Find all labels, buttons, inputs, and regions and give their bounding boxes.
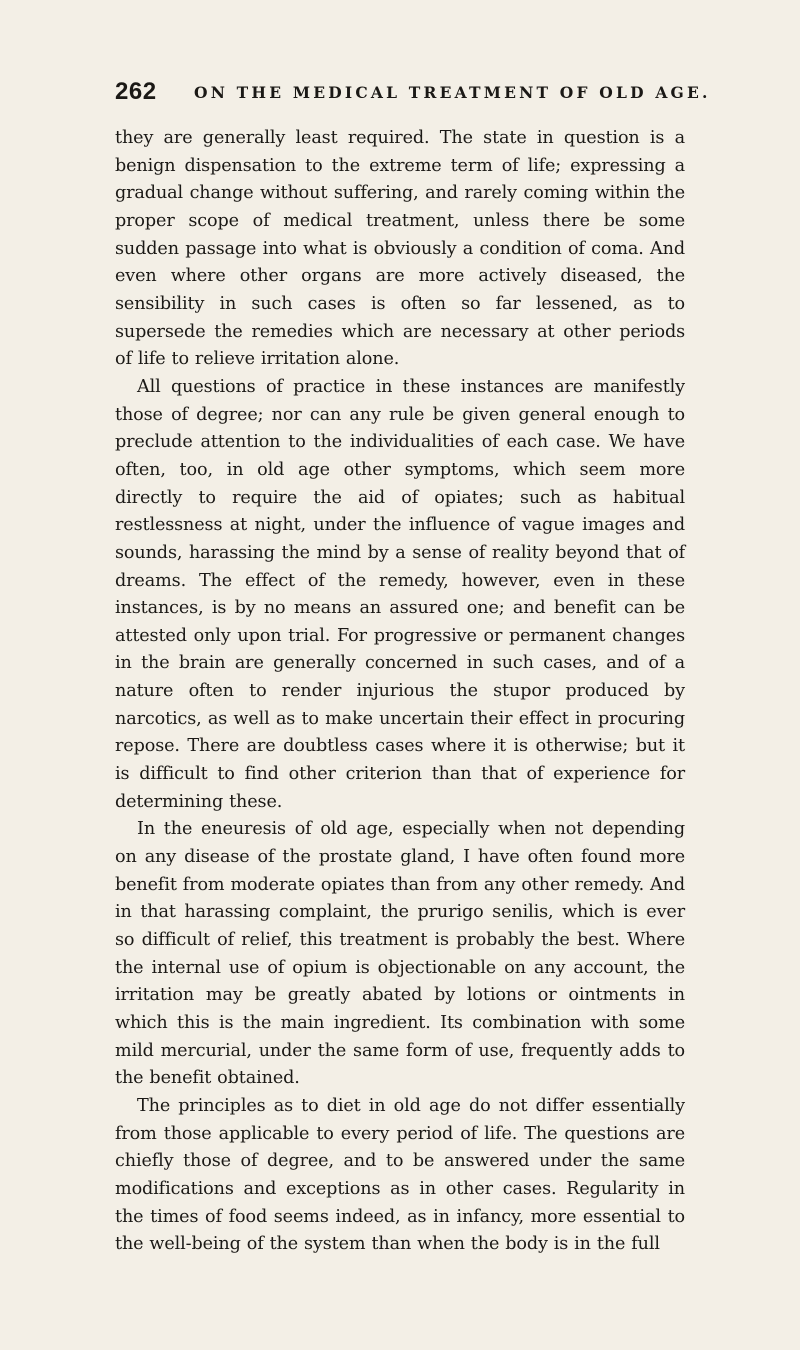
paragraph-continued: they are generally least required. The state in question is a benign dispensation to the extreme term of life; expressing a gradual change without suffering, and rarely coming within the proper scope of medical treatment, unless there be some sudden passage into what is obviously a condition of coma. And even where other organs are more actively diseased, the sensibility in such cases is often so far lessened, as to supersede the remedies which are necessary at other periods of life to relieve irritation alone. [115,128,685,370]
paragraph-eneuresis: In the eneuresis of old age, especially when not depending on any disease of the prostate gland, I have often found more benefit from moderate opiates than from any other remedy. And in that harassing complaint, the prurigo senilis, which is ever so difficult of relief, this treatment is probably the best. Where the internal use of opium is objectionable on any account, the irritation may be greatly abated by lotions or ointments in which this is the main ingredient. Its combination with some mild mercurial, under the same form of use, frequently adds to the benefit obtained. [115,819,685,1089]
paragraph-opiates-degree: All questions of practice in these instances are manifestly those of degree; nor can any rule be given general enough to preclude attention to the individualities of each case. We have often, too, in old age other symptoms, which seem more directly to require the aid of opiates; such as habitual restlessness at night, under the influence of vague images and sounds, harassing the mind by a sense of reality beyond that of dreams. The effect of the remedy, however, even in these instances, is by no means an assured one; and benefit can be attested only upon trial. For progressive or permanent changes in the brain are generally concerned in such cases, and of a nature often to render injurious the stupor produced by narcotics, as well as to make uncertain their effect in procuring repose. There are doubtless cases where it is otherwise; but it is difficult to find other criterion than that of experience for determining these. [115,376,685,812]
running-head [115,78,715,108]
body-text [115,125,685,1259]
paragraph-diet: The principles as to diet in old age do not differ essentially from those applicable to every period of life. The questions are chiefly those of degree, and to be answered under the same modifications and exceptions as in other cases. Regularity in the times of food seems indeed, as in infancy, more essential to the well-being of the system than when the body is in the full [115,1095,685,1255]
page-number: 262 [115,78,157,105]
running-title: ON THE MEDICAL TREATMENT OF OLD AGE. [194,83,711,102]
